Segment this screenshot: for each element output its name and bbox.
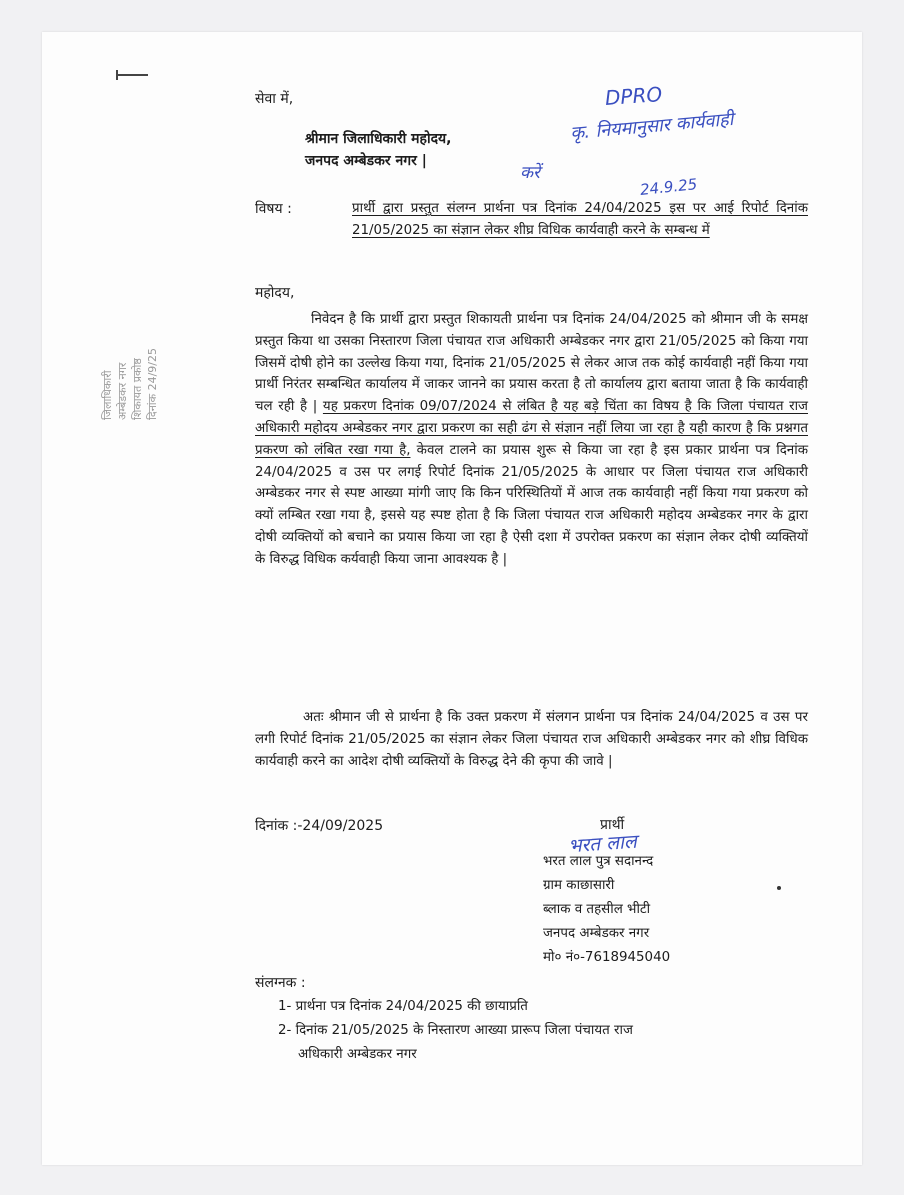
subject-label: विषय : [255, 201, 292, 217]
office-stamp [100, 348, 160, 420]
recipient-title: श्रीमान जिलाधिकारी महोदय, [305, 131, 452, 147]
handwritten-date: 24.9.25 [639, 175, 699, 199]
body-p1-part-a: निवेदन है कि प्रार्थी द्वारा प्रस्तुत शिकायती प्रार्थना पत्र दिनांक 24/04/2025 को श्रीमान जी के समक्ष प्रस्तुत किया था उसका निस्तारण जिला पंचायत राज अधिकारी अम्बेडकर नगर द्वारा 21/05/2025 को किया गया जिसमें दोषी होने का उल्लेख किया गया, दिनांक 21/05/2025 से लेकर आज तक कोई कार्यवाही नहीं किया गया प्रार्थी निरंतर सम्बन्धित कार्यालय में जाकर जानने का प्रयास करता है तो कार्यालय द्वारा बताया जाता है कि कार्यवाही चल रही है | [255, 312, 808, 415]
stamp-line: दिनांक 24/9/25 [146, 348, 159, 420]
stamp-line: अम्बेडकर नगर [116, 362, 129, 420]
body-paragraph-2: अतः श्रीमान जी से प्रार्थना है कि उक्त प्रकरण में संलगन प्रार्थना पत्र दिनांक 24/04/2025 व उस पर लगी रिपोर्ट दिनांक 21/05/2025 का संज्ञान लेकर जिला पंचायत राज अधिकारी अम्बेडकर नगर को शीघ्र विधिक कार्यवाही करने का आदेश दोषी व्यक्तियों के विरुद्ध देने की कृपा की जावे | [255, 710, 808, 769]
enclosure-item-2: 2- दिनांक 21/05/2025 के निस्तारण आख्या प्रारूप जिला पंचायत राज [278, 1023, 633, 1038]
applicant-label: प्रार्थी [600, 817, 625, 833]
handwritten-dpro: DPRO [604, 82, 663, 110]
subject-text: प्रार्थी द्वारा प्रस्तुत संलग्न प्रार्थना पत्र दिनांक 24/04/2025 इस पर आई रिपोर्ट दिनांक 21/05/2025 का संज्ञान लेकर शीघ्र विधिक कार्यवाही करने के सम्बन्ध में [352, 201, 808, 238]
margin-mark [116, 74, 148, 76]
greeting: महोदय, [255, 285, 295, 301]
enclosure-item-1: 1- प्रार्थना पत्र दिनांक 24/04/2025 की छायाप्रति [278, 999, 528, 1014]
body-p1-underlined: यह प्रकरण दिनांक 09/07/2024 से लंबित है यह बड़े चिंता का विषय है कि जिला पंचायत राज अधिकारी महोदय अम्बेडकर नगर द्वारा प्रकरण का सही ढंग से संज्ञान नहीं लिया जा रहा है यही कारण है कि प्रश्नगत प्रकरण को लंबित रखा गया है, [255, 399, 808, 458]
letter-date: दिनांक :-24/09/2025 [255, 818, 384, 834]
sender-district: जनपद अम्बेडकर नगर [543, 926, 650, 941]
handwritten-instruction: कृ. नियमानुसार कार्यवाही [569, 108, 735, 145]
applicant-signature: भरत लाल [567, 830, 638, 858]
sender-mobile: मो० नं०-7618945040 [543, 950, 671, 965]
recipient-district: जनपद अम्बेडकर नगर | [305, 153, 427, 169]
stamp-line: जिलाधिकारी [101, 370, 114, 420]
enclosure-label: संलग्नक : [255, 975, 306, 991]
sender-village: ग्राम काछासारी [543, 878, 615, 893]
margin-mark [116, 70, 118, 80]
stamp-line: शिकायत प्रकोष्ठ [131, 358, 144, 420]
handwritten-instruction-cont: करें [520, 163, 541, 183]
sender-block: ब्लाक व तहसील भीटी [543, 902, 651, 917]
sender-name: भरत लाल पुत्र सदानन्द [543, 854, 654, 869]
body-paragraph-1 [255, 309, 808, 571]
body-p1-part-c: केवल टालने का प्रयास शुरू से किया जा रहा है इस प्रकार प्रार्थना पत्र दिनांक 24/04/2025 व उस पर लगई रिपोर्ट दिनांक 21/05/2025 के आधार पर जिला पंचायत राज अधिकारी अम्बेडकर नगर से स्पष्ट आख्या मांगी जाए कि किन परिस्थितियों में आज तक कार्यवाही नहीं किया गया प्रकरण को क्यों लम्बित रखा गया है, इससे यह स्पष्ट होता है कि जिला पंचायत राज अधिकारी महोदय अम्बेडकर नगर के द्वारा दोषी व्यक्तियों को बचाने का प्रयास किया जा रहा है ऐसी दशा में उपरोक्त प्रकरण का संज्ञान लेकर दोषी व्यक्तियों के विरुद्ध विधिक कर्यवाही किया जाना आवश्यक है | [255, 442, 808, 567]
stray-dot [777, 886, 781, 890]
enclosure-item-2-cont: अधिकारी अम्बेडकर नगर [298, 1047, 417, 1062]
salutation-to: सेवा में, [255, 91, 294, 107]
